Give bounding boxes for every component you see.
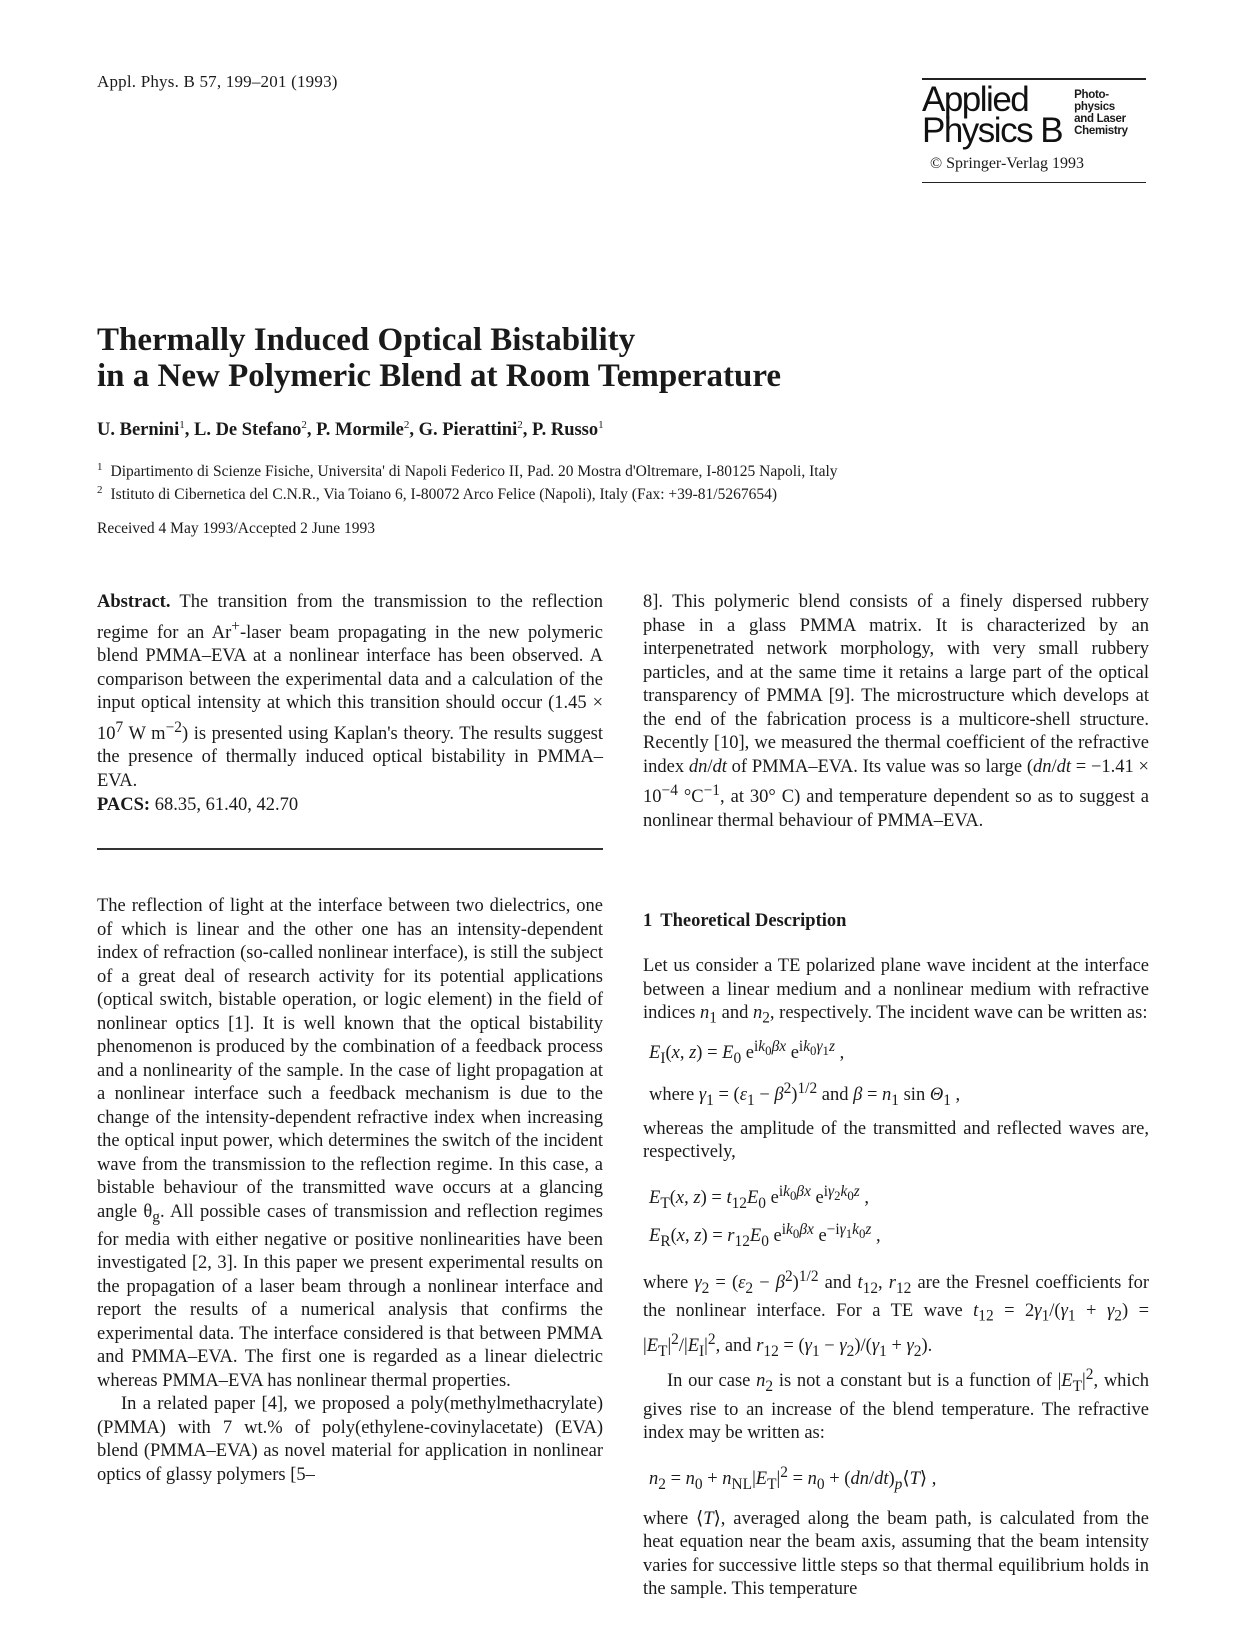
author: G. Pierattini [418, 420, 518, 441]
math: dn [1033, 756, 1052, 777]
abstract-text: -laser beam propagating in the new polymeric blend PMMA–EVA at a nonlinear interface has been observed. A comparison between the experimental data and a calculation of the input optical intensity at which this transition should occur (1.45 × 10 [97, 622, 603, 744]
author: P. Mormile [316, 420, 404, 441]
paragraph-text: where [643, 1272, 689, 1293]
paragraph: In a related paper [4], we proposed a poly(methylmethacrylate) (PMMA) with 7 wt.% of poly(ethylene-covinylacetate) (EVA) blend (PMMA–EVA) as novel material for application in nonlinear optics of glassy polymers [5– [97, 1394, 603, 1485]
journal-name-line1: Applied [922, 79, 1029, 119]
author: L. De Stefano [193, 420, 302, 441]
affiliation [97, 458, 838, 481]
paragraph-text: are the Fresnel coefficients for the nonlinear interface. For a TE wave [643, 1272, 1150, 1321]
journal-subtitle-line: Chemistry [1074, 124, 1128, 137]
author-list: U. Bernini$^1$, L. De Stefano$^2$, P. Mormile$^2$, G. Pierattini$^2$, P. Russo$^1$ [97, 419, 604, 441]
paragraph-text: = −1.41 × 10 [643, 756, 1149, 808]
journal-name-line2: Physics B [922, 110, 1063, 150]
paragraph-text: The reflection of light at the interface between two dielectrics, one of which is linear and the other one has an intensity-dependent index of refraction (so-called nonlinear interface), is still the subject of a great deal of research activity for its potential applications (optical switch, bistable operation, or logic element) in the field of nonlinear optics [1]. It is well known that the optical bistability phenomenon is produced by the combination of a feedback process and a nonlinearity of the sample. In the case of light propagation at a nonlinear interface such a feedback mechanism is due to the change of the intensity-dependent refractive index when increasing the optical input power, which determines the switch of the incident wave from the transmission to the reflection regime. In this case, a bistable behaviour of the transmitted wave occurs at a glancing angle θ [97, 896, 603, 1222]
author: U. Bernini [97, 420, 180, 441]
author: P. Russo [531, 420, 599, 441]
section-heading [643, 911, 846, 932]
paragraph [97, 895, 603, 1393]
paragraph-text: 8]. This polymeric blend consists of a finely dispersed rubbery phase in a glass PMMA matrix. It is characterized by an interpenetrated network morphology, with very small rubbery particles, and at the same time it retains a large part of the optical transparency of PMMA [9]. The microstructure which develops at the end of the fabrication process is a multicore-shell structure. Recently [10], we measured the thermal coefficient of the refractive index [643, 592, 1149, 777]
exponent: 7 [115, 718, 124, 736]
paragraph: 8]. This polymeric blend consists of a finely dispersed rubbery phase in a glass PMMA matrix. It is characterized by an interpenetrated network morphology, with very small rubbery particles, and at the same time it retains a large part of the optical transparency of PMMA [9]. The microstructure which develops at the end of the fabrication process is a multicore-shell structure. Recently [10], we measured the thermal coefficient of the refractive index dn/dt of PMMA–EVA. Its value was so large ($dn/dt = -1.41 \times 10^{-4}$ $^\circ C^{-1}$, at 30° C) and temperature dependent so as to suggest a nonlinear thermal behaviour of PMMA–EVA. [643, 592, 1149, 831]
title-line: in a New Polymeric Blend at Room Temperature [97, 358, 782, 394]
paragraph-text: In our case [667, 1371, 751, 1392]
paragraph-text: where [643, 1508, 689, 1529]
paragraph-text: is not a constant but is a function of [778, 1371, 1052, 1392]
affiliation-number: 2 [97, 484, 103, 497]
pacs-label: PACS: [97, 795, 151, 815]
author-affiliation-mark: 2 [517, 419, 523, 431]
author-affiliation-mark: 2 [403, 419, 410, 431]
paragraph-text: Let us consider a TE polarized plane wave incident at the interface between a linear medium and a nonlinear medium with refractive indices [643, 956, 1149, 1023]
journal-subtitle-line: and Laser [1074, 112, 1126, 125]
paper-title [97, 322, 781, 394]
exponent: −2 [165, 718, 182, 736]
math: dt [712, 756, 727, 777]
paragraph: In our case $n_2$ is not a constant but is a function of $|E_T|^2$, which gives rise to an increase of the blend temperature. The refractive index may be written as: [643, 1366, 1150, 1444]
paragraph-text: , averaged along the beam path, is calculated from the heat equation near the beam axis, assuming that the beam intensity varies for successive little steps so that thermal equilibrium holds in the sample. This temperature [643, 1508, 1150, 1600]
journal-subtitle-line: physics [1074, 100, 1115, 113]
abstract-text: ) is presented using Kaplan's theory. The results suggest the presence of thermally induced optical bistability in PMMA–EVA. [97, 723, 603, 791]
paragraph-text: . All possible cases of transmission and reflection regimes for media with either negative or positive nonlinearities have been investigated [2, 3]. In this paper we present experimental results on the propagation of a laser beam through a nonlinear interface and report the results of a numerical analysis that confirms the experimental data. The interface considered is that between PMMA and PMMA–EVA. The first one is regarded as a linear dielectric whereas PMMA–EVA has nonlinear thermal properties. [97, 1201, 603, 1391]
abstract-divider [97, 848, 603, 850]
abstract-text: W m [123, 723, 166, 744]
author-affiliation-mark: 1 [179, 419, 185, 431]
math: dn [688, 756, 708, 777]
paragraph-text: , and [715, 1336, 752, 1357]
equation-word: where [649, 1085, 695, 1106]
intro-text [97, 895, 603, 1487]
paragraph: Let us consider a TE polarized plane wave incident at the interface between a linear medium and a nonlinear medium with refractive indices $n_1$ and $n_2$, respectively. The incident wave can be written as: [643, 956, 1149, 1027]
affiliations [97, 458, 838, 504]
affiliation-number: 1 [97, 461, 103, 473]
journal-subtitle-line: Photo- [1074, 88, 1109, 101]
received-dates: Received 4 May 1993/Accepted 2 June 1993 [97, 520, 376, 537]
copyright: © Springer-Verlag 1993 [930, 154, 1085, 172]
equation-refractive-index: $n_2 = n_0 + n_{NL}|E_T|^2 = n_0$ + $(dn/dt)_p⟨T⟩$ , [649, 1463, 937, 1493]
math: dt [1056, 756, 1072, 777]
equation-transmitted-reflected: $E_T(x$, $z) = t_{12}E_0$ $e^{ik_0\beta x}$ $e^{i\gamma_2k_0z}$ , $E_R(x$, $z) = r_{12}E_0$ $e^{ik_0\beta x}$ $e^{-i\gamma_1k_0z}$ , [649, 1182, 881, 1250]
section-title: Theoretical Description [660, 911, 847, 931]
section-number: 1 [643, 911, 653, 931]
equation-gamma1: where $\gamma_1 = (\varepsilon_1 - \beta^2)^{1/2}$ and $\beta = n_1$ $\sin \Theta_1$ , [649, 1080, 961, 1109]
journal-logo [922, 78, 1146, 183]
paragraph-text: , at 30° C) and temperature dependent so as to suggest a nonlinear thermal behaviour of PMMA–EVA. [643, 787, 1149, 831]
paragraph-text: , respectively. The incident wave can be written as: [769, 1003, 1148, 1023]
pacs-value: 68.35, 61.40, 42.70 [154, 795, 299, 815]
paragraph-text: and [716, 1003, 753, 1023]
author-affiliation-mark: 1 [598, 419, 604, 431]
citation: Appl. Phys. B 57, 199–201 (1993) [97, 72, 338, 91]
journal-name [922, 79, 1063, 150]
paragraph-text: °C [677, 787, 704, 808]
paragraph: where ⟨T⟩, averaged along the beam path, is calculated from the heat equation near the beam axis, assuming that the beam intensity varies for successive little steps so that thermal equilibrium holds in the sample. This temperature [643, 1508, 1150, 1600]
affiliation-text: Istituto di Cibernetica del C.N.R., Via Toiano 6, I-80072 Arco Felice (Napoli), Italy (Fax: +39-81/5267654) [110, 486, 778, 504]
paragraph: where $\gamma_2 = (\varepsilon_2 - \beta^2)^{1/2}$ and $t_{12}$, $r_{12}$ are the Fresnel coefficients for the nonlinear interface. For a TE wave $t_{12} = 2\gamma_1/(\gamma_1 + \gamma_2) = |E_T|^2/|E_I|^2$, and $r_{12} = (\gamma_1 - \gamma_2)/(\gamma_1 + \gamma_2)$. [643, 1267, 1150, 1360]
paragraph-text: of PMMA–EVA. Its value was so large ( [726, 756, 1033, 777]
theory-text [643, 955, 1149, 1602]
equation-incident-wave: $E_I(x$, $z) = E_0$ $e^{ik_0\beta x}$ $e^{ik_0\gamma_1z}$ , [649, 1038, 845, 1068]
exponent: −4 [661, 782, 678, 799]
paragraph-text: and [824, 1272, 852, 1293]
abstract [97, 591, 603, 793]
affiliation [97, 481, 838, 504]
paragraph: whereas the amplitude of the transmitted and reflected waves are, respectively, [643, 1118, 1149, 1163]
title-line: Thermally Induced Optical Bistability [97, 322, 636, 358]
author-affiliation-mark: 2 [301, 419, 307, 431]
exponent: −1 [703, 782, 721, 799]
ion-charge: + [231, 617, 240, 635]
journal-subtitle [1074, 89, 1128, 137]
affiliation-text: Dipartimento di Scienze Fisiche, Universita' di Napoli Federico II, Pad. 20 Mostra d'Oltremare, I-80125 Napoli, Italy [110, 463, 838, 481]
equation-word: and [821, 1085, 849, 1106]
abstract-label: Abstract. [97, 592, 171, 612]
logo-bottom-rule [922, 182, 1146, 184]
intro-text-continued [643, 591, 1149, 833]
pacs-codes [97, 795, 298, 816]
abstract-text: The transition from the transmission to the reflection regime for an Ar [97, 592, 603, 643]
subscript: g [152, 1208, 160, 1226]
paragraph-text: , which gives rise to an increase of the blend temperature. The refractive index may be written as: [643, 1371, 1150, 1444]
